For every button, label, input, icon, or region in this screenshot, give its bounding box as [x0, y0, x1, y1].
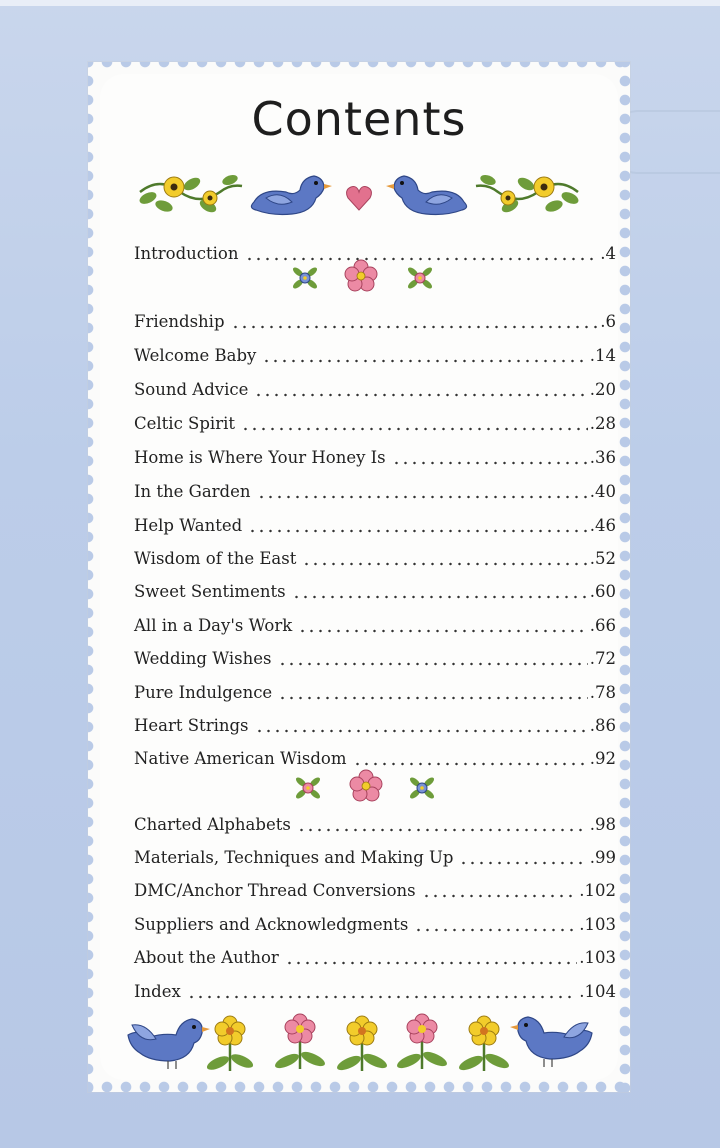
blue-flower-icon — [408, 776, 435, 800]
toc-entry-title: Welcome Baby — [134, 346, 257, 365]
toc-entry-title: Suppliers and Acknowledgments — [134, 915, 409, 934]
toc-entry-page: .104 — [579, 982, 616, 1001]
toc-entry[interactable] — [134, 813, 616, 837]
vine-flower-icon — [138, 173, 242, 215]
yellow-flower-icon — [335, 1016, 389, 1073]
toc-entry-page: .66 — [589, 616, 616, 635]
toc-entry-page: .40 — [589, 482, 616, 501]
toc-entry[interactable] — [134, 879, 616, 903]
toc-entry-title: All in a Day's Work — [134, 616, 293, 635]
toc-entry-page: .99 — [589, 848, 616, 867]
toc-entry-page: .60 — [589, 582, 616, 601]
dot-leader — [248, 514, 588, 538]
bottom-banner — [100, 1009, 618, 1081]
toc-entry-title: Sweet Sentiments — [134, 582, 286, 601]
top-edge — [0, 0, 720, 6]
dot-leader — [262, 344, 587, 368]
toc-entry[interactable] — [134, 846, 616, 870]
toc-entry[interactable] — [134, 647, 616, 671]
toc-entry[interactable] — [134, 946, 616, 970]
dot-leader — [257, 480, 588, 504]
contents-card — [88, 62, 630, 1092]
toc-entry[interactable] — [134, 681, 616, 705]
toc-entry[interactable] — [134, 310, 616, 334]
toc-entry-title: In the Garden — [134, 482, 251, 501]
toc-entry[interactable] — [134, 446, 616, 470]
toc-entry-page: .28 — [589, 414, 616, 433]
pink-flower-icon — [273, 1014, 327, 1071]
vine-flower-icon — [476, 173, 580, 215]
flower-sprig-divider — [100, 768, 618, 798]
top-banner — [100, 162, 618, 230]
toc-entry-title: Introduction — [134, 244, 239, 263]
toc-entry-page: .4 — [600, 244, 616, 263]
toc-entry[interactable] — [134, 344, 616, 368]
toc-entry-page: .72 — [589, 649, 616, 668]
pink-flower-icon — [350, 770, 382, 801]
toc-entry-title: Index — [134, 982, 181, 1001]
toc-entry-title: Native American Wisdom — [134, 749, 347, 768]
toc-entry-title: Help Wanted — [134, 516, 243, 535]
toc-entry-page: .103 — [579, 948, 616, 967]
toc-entry-page: .92 — [589, 749, 616, 768]
blue-flower-icon — [291, 266, 318, 290]
dot-leader — [278, 681, 588, 705]
pink-flower-icon — [345, 260, 377, 291]
toc-entry-page: .102 — [579, 881, 616, 900]
dot-leader — [302, 547, 587, 571]
bird-icon — [251, 176, 332, 215]
dot-leader — [254, 378, 587, 402]
toc-entry[interactable] — [134, 580, 616, 604]
flower-sprig-divider — [100, 258, 618, 288]
toc-entry[interactable] — [134, 714, 616, 738]
dot-leader — [459, 846, 587, 870]
page-title: Contents — [251, 92, 467, 146]
bird-icon — [510, 1017, 592, 1067]
dot-leader — [292, 580, 588, 604]
yellow-flower-icon — [205, 1016, 255, 1073]
toc-entry-title: Friendship — [134, 312, 225, 331]
toc-entry-title: Charted Alphabets — [134, 815, 291, 834]
toc-entry-page: .78 — [589, 683, 616, 702]
toc-entry-page: .46 — [589, 516, 616, 535]
dot-leader — [187, 980, 577, 1004]
dot-leader — [414, 913, 577, 937]
toc-entry-page: .6 — [600, 312, 616, 331]
pink-flower-icon — [406, 266, 433, 290]
dot-leader — [297, 813, 588, 837]
toc-entry-page: .20 — [589, 380, 616, 399]
dot-leader — [278, 647, 588, 671]
toc-entry-title: Materials, Techniques and Making Up — [134, 848, 454, 867]
toc-entry-title: About the Author — [134, 948, 279, 967]
dot-leader — [231, 310, 599, 334]
bird-icon — [386, 176, 467, 215]
card-inner — [100, 74, 618, 1080]
toc-entry-page: .103 — [579, 915, 616, 934]
toc-entry-title: Heart Strings — [134, 716, 249, 735]
toc-entry-page: .52 — [589, 549, 616, 568]
dot-leader — [241, 412, 588, 436]
toc-entry-title: Celtic Spirit — [134, 414, 235, 433]
toc-entry[interactable] — [134, 547, 616, 571]
yellow-flower-icon — [457, 1016, 511, 1073]
toc-entry-title: Pure Indulgence — [134, 683, 273, 702]
toc-entry-title: DMC/Anchor Thread Conversions — [134, 881, 416, 900]
toc-entry[interactable] — [134, 514, 616, 538]
pink-flower-icon — [395, 1014, 449, 1071]
dot-leader — [298, 614, 588, 638]
toc-entry-page: .36 — [589, 448, 616, 467]
bird-icon — [128, 1019, 210, 1069]
toc-entry[interactable] — [134, 378, 616, 402]
toc-entry-title: Sound Advice — [134, 380, 249, 399]
dot-leader — [392, 446, 588, 470]
toc-entry-title: Wedding Wishes — [134, 649, 272, 668]
dot-leader — [285, 946, 577, 970]
toc-entry-title: Home is Where Your Honey Is — [134, 448, 386, 467]
heart-icon — [347, 187, 372, 210]
toc-entry-page: .98 — [589, 815, 616, 834]
toc-entry[interactable] — [134, 480, 616, 504]
toc-entry-page: .86 — [589, 716, 616, 735]
toc-entry[interactable] — [134, 980, 616, 1004]
toc-entry[interactable] — [134, 412, 616, 436]
pink-flower-icon — [294, 776, 321, 800]
toc-entry[interactable] — [134, 913, 616, 937]
toc-entry-page: .14 — [589, 346, 616, 365]
dot-leader — [422, 879, 578, 903]
toc-entry-title: Wisdom of the East — [134, 549, 297, 568]
toc-entry[interactable] — [134, 614, 616, 638]
dot-leader — [255, 714, 588, 738]
